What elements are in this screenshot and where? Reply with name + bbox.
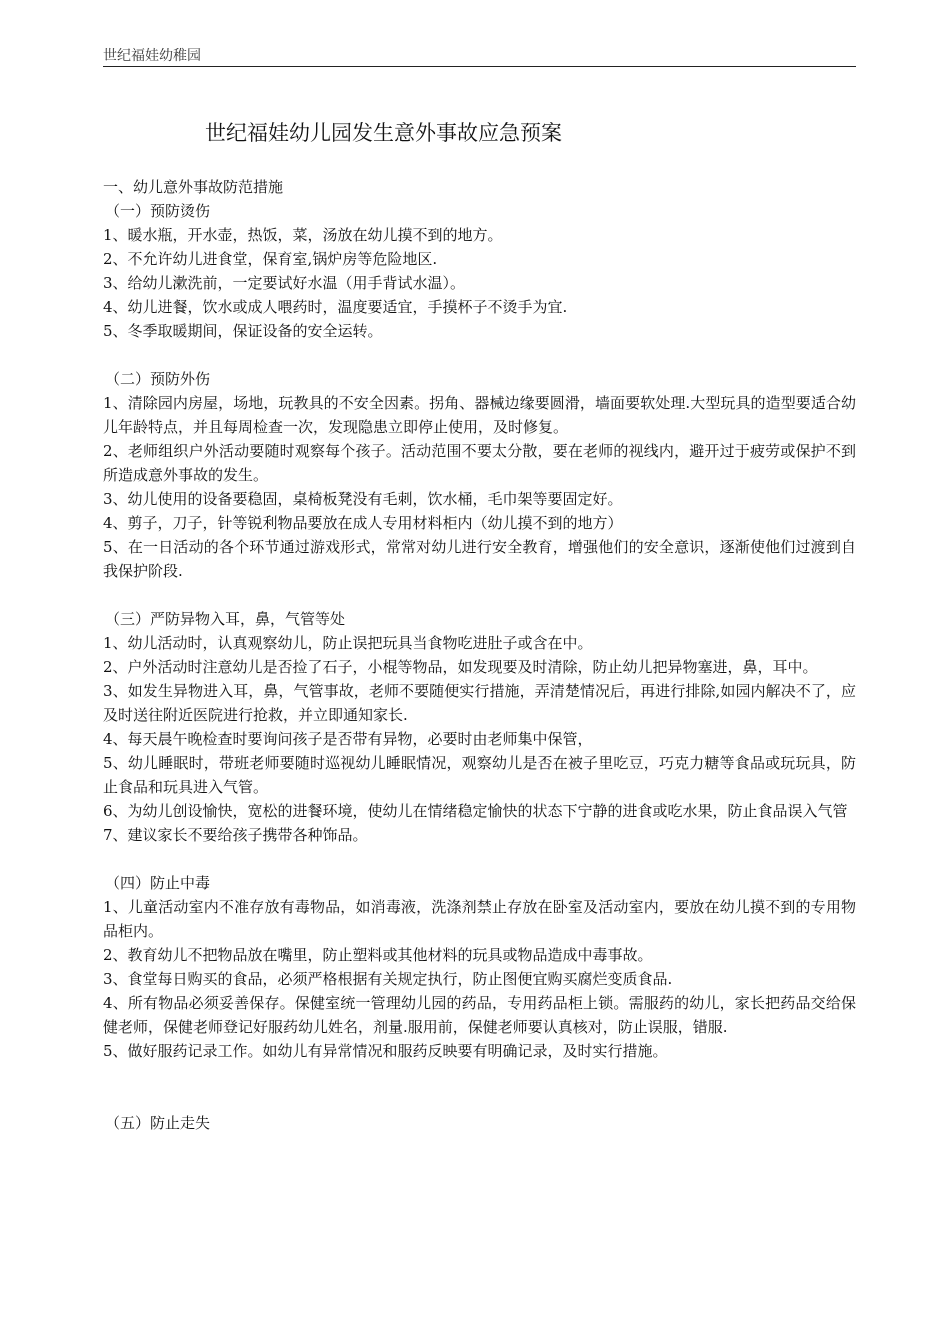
subsection-heading: （三）严防异物入耳，鼻，气管等处 <box>105 610 346 628</box>
page-header <box>103 48 856 67</box>
list-item: 4、剪子，刀子，针等锐利物品要放在成人专用材料柜内（幼儿摸不到的地方） <box>103 514 623 532</box>
list-item: 4、所有物品必须妥善保存。保健室统一管理幼儿园的药品，专用药品柜上锁。需服药的幼儿，家长把药品交给保健老师，保健老师登记好服药幼儿姓名，剂量.服用前，保健老师要认真核对，防止误服，错服. <box>103 994 856 1036</box>
subsection-burn-prevention <box>103 199 856 343</box>
list-item: 3、幼儿使用的设备要稳固，桌椅板凳没有毛刺，饮水桶，毛巾架等要固定好。 <box>103 490 623 508</box>
spacer <box>103 343 856 367</box>
list-item: 4、幼儿进餐，饮水或成人喂药时，温度要适宜，手摸杯子不烫手为宜. <box>103 298 568 316</box>
list-item: 5、在一日活动的各个环节通过游戏形式，常常对幼儿进行安全教育，增强他们的安全意识，逐渐使他们过渡到自我保护阶段. <box>103 538 856 580</box>
list-item: 5、冬季取暖期间，保证设备的安全运转。 <box>103 322 383 340</box>
subsection-poisoning-prevention <box>103 871 856 1063</box>
subsection-heading: （四）防止中毒 <box>105 874 211 892</box>
list-item: 1、暖水瓶，开水壶，热饭，菜，汤放在幼儿摸不到的地方。 <box>103 226 503 244</box>
list-item: 2、户外活动时注意幼儿是否捡了石子，小棍等物品，如发现要及时清除，防止幼儿把异物塞进，鼻，耳中。 <box>103 658 818 676</box>
list-item: 2、教育幼儿不把物品放在嘴里，防止塑料或其他材料的玩具或物品造成中毒事故。 <box>103 946 653 964</box>
list-item: 5、做好服药记录工作。如幼儿有异常情况和服药反映要有明确记录，及时实行措施。 <box>103 1042 668 1060</box>
list-item: 3、给幼儿漱洗前，一定要试好水温（用手背试水温）。 <box>103 274 466 292</box>
subsection-heading: （二）预防外伤 <box>105 370 211 388</box>
document-title: 世纪福娃幼儿园发生意外事故应急预案 <box>205 121 562 145</box>
list-item: 3、食堂每日购买的食品，必须严格根据有关规定执行，防止图便宜购买腐烂变质食品. <box>103 970 673 988</box>
list-item: 6、为幼儿创设愉快，宽松的进餐环境，使幼儿在情绪稳定愉快的状态下宁静的进食或吃水果，防止食品误入气管 <box>103 802 848 820</box>
list-item: 3、如发生异物进入耳，鼻，气管事故，老师不要随便实行措施，弄清楚情况后，再进行排除,如园内解决不了，应及时送往附近医院进行抢救，并立即通知家长. <box>103 682 856 724</box>
list-item: 1、儿童活动室内不准存放有毒物品，如消毒液，洗涤剂禁止存放在卧室及活动室内，要放在幼儿摸不到的专用物品柜内。 <box>103 898 856 940</box>
list-item: 1、幼儿活动时，认真观察幼儿，防止误把玩具当食物吃进肚子或含在中。 <box>103 634 593 652</box>
list-item: 4、每天晨午晚检查时要询问孩子是否带有异物，必要时由老师集中保管， <box>103 730 593 748</box>
list-item: 2、不允许幼儿进食堂，保育室,锅炉房等危险地区. <box>103 250 438 268</box>
spacer <box>103 1063 856 1111</box>
subsection-injury-prevention <box>103 367 856 583</box>
list-item: 5、幼儿睡眠时，带班老师要随时巡视幼儿睡眠情况，观察幼儿是否在被子里吃豆，巧克力糖等食品或玩玩具，防止食品和玩具进入气管。 <box>103 754 856 796</box>
header-org-name: 世纪福娃幼稚园 <box>103 48 201 64</box>
list-item: 1、清除园内房屋，场地，玩教具的不安全因素。拐角、器械边缘要圆滑，墙面要软处理.大型玩具的造型要适合幼儿年龄特点，并且每周检查一次，发现隐患立即停止使用，及时修复。 <box>103 394 856 436</box>
section-heading: 一、幼儿意外事故防范措施 <box>103 178 284 196</box>
spacer <box>103 583 856 607</box>
document-body <box>103 175 856 1135</box>
subsection-lost-prevention <box>103 1111 856 1135</box>
list-item: 7、建议家长不要给孩子携带各种饰品。 <box>103 826 368 844</box>
subsection-heading: （一）预防烫伤 <box>105 202 211 220</box>
spacer <box>103 847 856 871</box>
subsection-heading: （五）防止走失 <box>105 1114 211 1132</box>
subsection-foreign-object-prevention <box>103 607 856 847</box>
list-item: 2、老师组织户外活动要随时观察每个孩子。活动范围不要太分散，要在老师的视线内，避开过于疲劳或保护不到所造成意外事故的发生。 <box>103 442 856 484</box>
